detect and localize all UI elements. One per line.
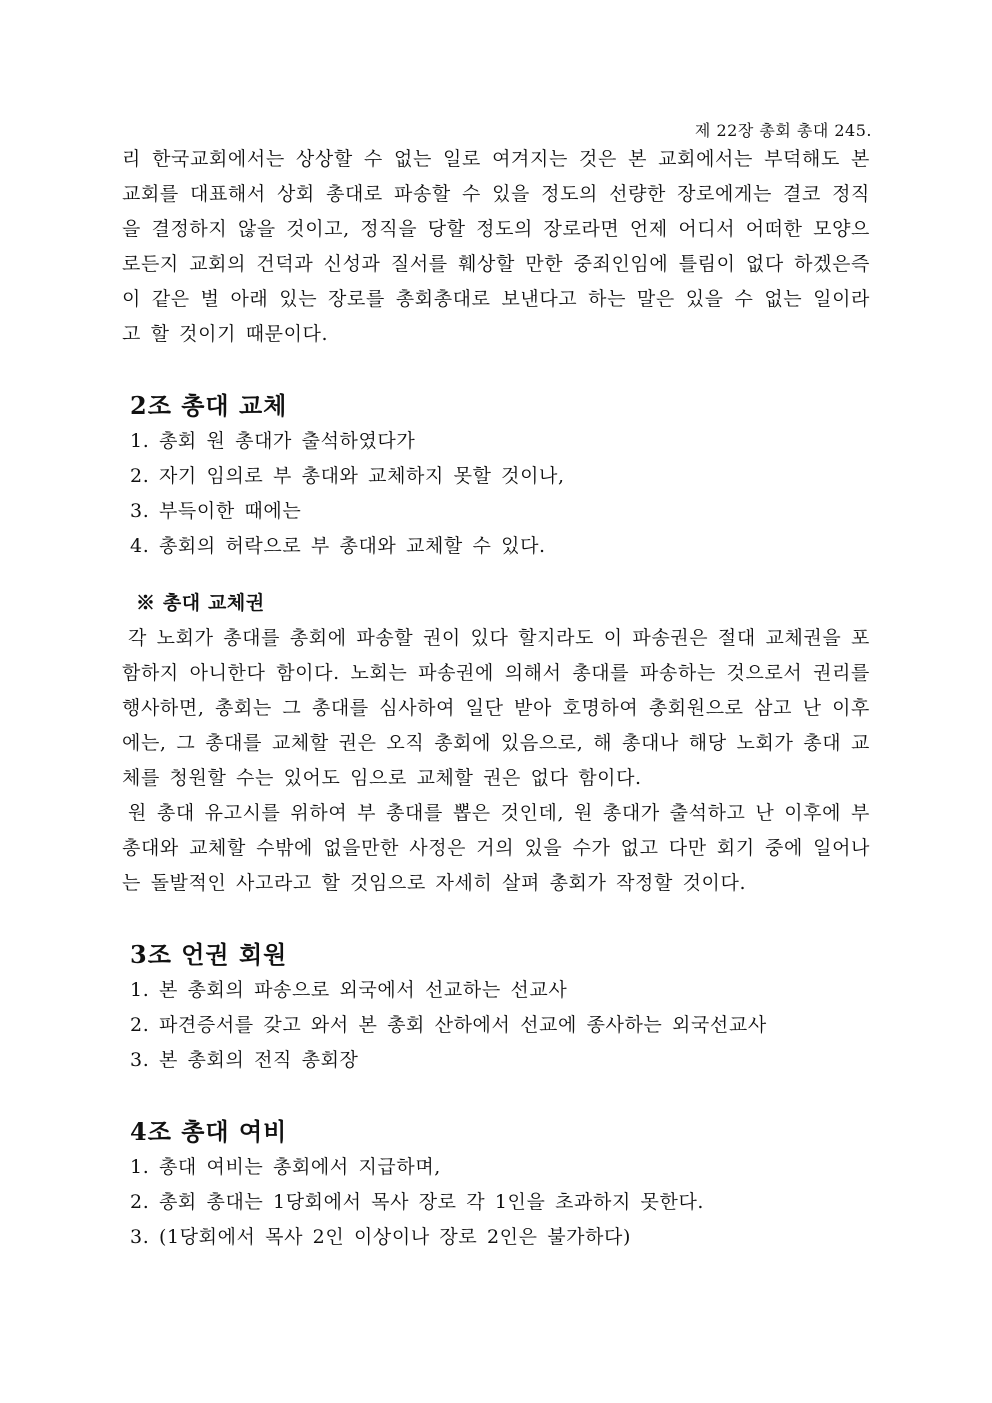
note-title: ※ 총대 교체권	[136, 592, 265, 614]
section-3-list	[122, 973, 870, 1078]
section-4-list	[122, 1150, 870, 1255]
section-3-title: 3조 언권 회원	[130, 940, 288, 969]
list-item: 1. 총회 원 총대가 출석하였다가	[130, 430, 416, 452]
section-spacer	[122, 901, 870, 937]
list-item: 3. 본 총회의 전직 총회장	[130, 1049, 359, 1071]
running-head: 제 22장 총회 총대 245.	[694, 121, 872, 140]
note-paragraph: 원 총대 유고시를 위하여 부 총대를 뽑은 것인데, 원 총대가 출석하고 난 이후에 부 총대와 교체할 수밖에 없을만한 사정은 거의 있을 수가 없고 다만 회기 중에 일어나는 돌발적인 사고라고 할 것임으로 자세히 살펴 총회가 작정할 것이다.	[122, 802, 870, 894]
section-2-title: 2조 총대 교체	[130, 391, 288, 420]
list-item: 3. (1당회에서 목사 2인 이상이나 장로 2인은 불가하다)	[130, 1226, 632, 1248]
list-item: 2. 파견증서를 갖고 와서 본 총회 산하에서 선교에 종사하는 외국선교사	[130, 1014, 767, 1036]
section-spacer	[122, 564, 870, 586]
section-spacer	[122, 1078, 870, 1114]
list-item: 1. 총대 여비는 총회에서 지급하며,	[130, 1156, 441, 1178]
section-2-list	[122, 424, 870, 564]
list-item: 4. 총회의 허락으로 부 총대와 교체할 수 있다.	[130, 535, 546, 557]
list-item: 2. 총회 총대는 1당회에서 목사 장로 각 1인을 초과하지 못한다.	[130, 1191, 705, 1213]
intro-paragraph: 리 한국교회에서는 상상할 수 없는 일로 여겨지는 것은 본 교회에서는 부덕해도 본 교회를 대표해서 상회 총대로 파송할 수 있을 정도의 선량한 장로에게는 결코 정직을 결정하지 않을 것이고, 정직을 당할 정도의 장로라면 언제 어디서 어떠한 모양으로든지 교회의 건덕과 신성과 질서를 훼상할 만한 중죄인임에 틀림이 없다 하겠은즉 이 같은 벌 아래 있는 장로를 총회총대로 보낸다고 하는 말은 있을 수 없는 일이라고 할 것이기 때문이다.	[122, 148, 870, 345]
page-body	[122, 142, 870, 1255]
list-item: 2. 자기 임의로 부 총대와 교체하지 못할 것이나,	[130, 465, 565, 487]
section-spacer	[122, 352, 870, 388]
list-item: 3. 부득이한 때에는	[130, 500, 302, 522]
section-4-title: 4조 총대 여비	[130, 1117, 288, 1146]
list-item: 1. 본 총회의 파송으로 외국에서 선교하는 선교사	[130, 979, 568, 1001]
note-paragraph: 각 노회가 총대를 총회에 파송할 권이 있다 할지라도 이 파송권은 절대 교체권을 포함하지 아니한다 함이다. 노회는 파송권에 의해서 총대를 파송하는 것으로서 권리를 행사하면, 총회는 그 총대를 심사하여 일단 받아 호명하여 총회원으로 삼고 난 이후에는, 그 총대를 교체할 권은 오직 총회에 있음으로, 해 총대나 해당 노회가 총대 교체를 청원할 수는 있어도 임으로 교체할 권은 없다 함이다.	[122, 627, 870, 789]
